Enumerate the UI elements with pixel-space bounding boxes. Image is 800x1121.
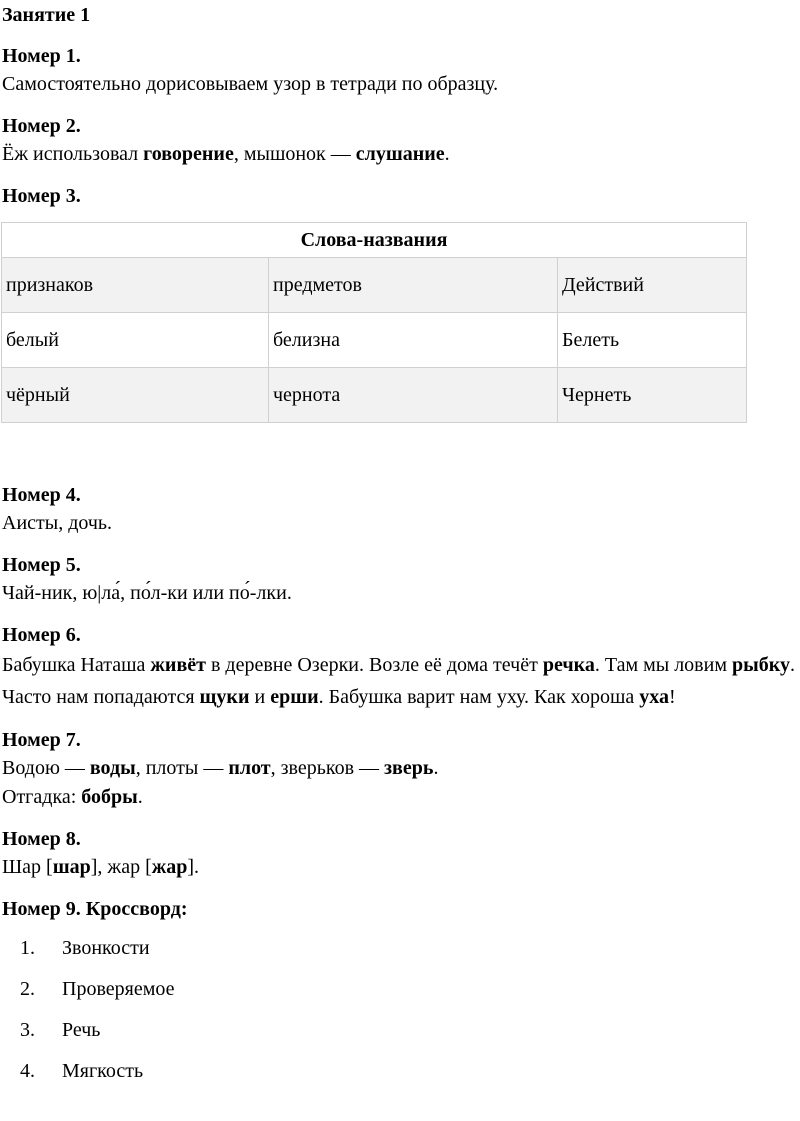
- bold-word: щуки: [199, 686, 250, 708]
- task-7: [2, 726, 798, 812]
- column-header: Действий: [558, 258, 747, 313]
- text-run: . Часто нам попадаются: [2, 654, 795, 708]
- text-run: Ёж использовал: [2, 143, 144, 165]
- word-table: [1, 222, 747, 423]
- text-run: .: [444, 143, 450, 165]
- item-text: Проверяемое: [62, 977, 175, 1000]
- bold-word: слушание: [355, 143, 445, 165]
- task-6: [2, 621, 798, 713]
- table-cell: белый: [2, 313, 269, 368]
- document-page: [2, 0, 798, 1091]
- table-cell: чернота: [269, 368, 558, 423]
- text-run: , мышонок —: [233, 143, 356, 165]
- task-8-text: [2, 853, 798, 882]
- table-header: Слова-названия: [2, 223, 747, 258]
- bold-word: жар: [151, 856, 188, 878]
- task-5: [2, 551, 798, 608]
- bold-word: шар: [52, 856, 91, 878]
- text-run: Шар [: [2, 856, 53, 878]
- text-run: .: [137, 786, 143, 808]
- task-2: [2, 112, 798, 169]
- table-row: [2, 313, 747, 368]
- text-run: Отгадка:: [2, 786, 82, 808]
- task-8: [2, 825, 798, 882]
- crossword-list: [2, 927, 798, 1091]
- text-run: ].: [187, 856, 200, 878]
- item-number: 4.: [20, 1059, 35, 1082]
- task-2-text: [2, 140, 798, 169]
- bold-word: ерши: [270, 686, 319, 708]
- item-number: 2.: [20, 977, 35, 1000]
- column-header: предметов: [269, 258, 558, 313]
- bold-word: плот: [228, 757, 271, 779]
- text-run: в деревне Озерки. Возле её дома течёт: [205, 654, 543, 676]
- list-item: [2, 1009, 798, 1050]
- bold-word: рыбку: [731, 654, 790, 676]
- task-4-title: Номер 4.: [2, 484, 81, 506]
- task-2-title: Номер 2.: [2, 115, 81, 137]
- bold-word: речка: [542, 654, 595, 676]
- bold-word: воды: [89, 757, 136, 779]
- task-4: [2, 481, 798, 538]
- text-run: .: [433, 757, 439, 779]
- task-6-title: Номер 6.: [2, 624, 81, 646]
- text-run: !: [668, 686, 676, 708]
- text-run: , плоты —: [135, 757, 229, 779]
- table-cell: Чернеть: [558, 368, 747, 423]
- item-number: 3.: [20, 1018, 35, 1041]
- text-run: . Бабушка варит нам уху. Как хороша: [318, 686, 640, 708]
- bold-word: зверь: [384, 757, 434, 779]
- item-text: Мягкость: [62, 1059, 144, 1082]
- table-row: [2, 368, 747, 423]
- text-run: ], жар [: [90, 856, 152, 878]
- table-cell: Белеть: [558, 313, 747, 368]
- task-9-title: Номер 9. Кроссворд:: [2, 898, 188, 920]
- task-6-text: [2, 649, 798, 713]
- bold-word: живёт: [150, 654, 206, 676]
- task-3: [2, 182, 798, 423]
- task-7-title: Номер 7.: [2, 729, 81, 751]
- item-number: 1.: [20, 936, 35, 959]
- text-run: Бабушка Наташа: [2, 654, 151, 676]
- text-run: , зверьков —: [270, 757, 385, 779]
- task-8-title: Номер 8.: [2, 828, 81, 850]
- text-run: . Там мы ловим: [594, 654, 732, 676]
- task-9: [2, 895, 798, 1091]
- table-row: [2, 258, 747, 313]
- bold-word: говорение: [143, 143, 234, 165]
- list-item: [2, 1050, 798, 1091]
- table-cell: белизна: [269, 313, 558, 368]
- bold-word: уха: [639, 686, 669, 708]
- item-text: Речь: [62, 1018, 101, 1041]
- task-7-line-1: [2, 754, 798, 783]
- task-5-text: Чай-ник, ю|ла́, по́л-ки или по́-лки.: [2, 582, 292, 604]
- table-cell: чёрный: [2, 368, 269, 423]
- task-5-title: Номер 5.: [2, 554, 81, 576]
- column-header: признаков: [2, 258, 269, 313]
- text-run: и: [249, 686, 271, 708]
- task-1-text: Самостоятельно дорисовываем узор в тетради по образцу.: [2, 73, 499, 95]
- list-item: [2, 968, 798, 1009]
- list-item: [2, 927, 798, 968]
- task-1-title: Номер 1.: [2, 45, 81, 67]
- lesson-title: Занятие 1: [2, 4, 91, 26]
- task-7-line-2: [2, 783, 798, 812]
- task-3-title: Номер 3.: [2, 185, 81, 207]
- task-1: [2, 42, 798, 99]
- text-run: Водою —: [2, 757, 90, 779]
- item-text: Звонкости: [62, 936, 150, 959]
- bold-word: бобры: [81, 786, 138, 808]
- task-4-text: Аисты, дочь.: [2, 512, 113, 534]
